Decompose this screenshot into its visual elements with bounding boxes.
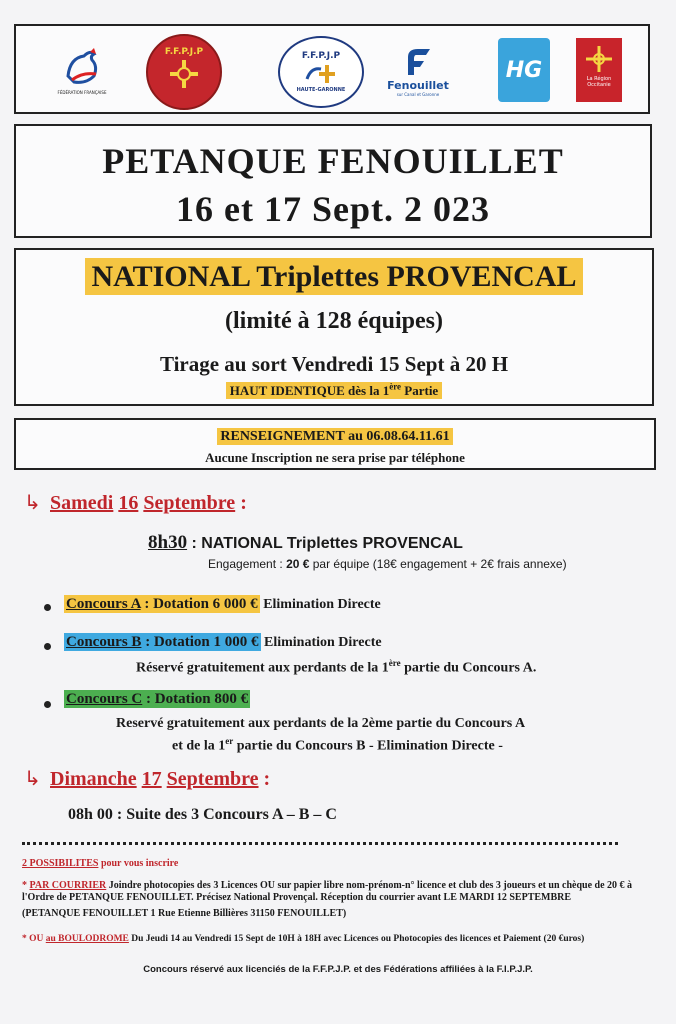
concours-a-line: Concours A : Dotation 6 000 € Elimination Directe — [66, 596, 381, 612]
region-occitanie-logo — [576, 38, 622, 102]
info-phone: 06.08.64.11.61 — [366, 429, 450, 444]
event-date: 16 et 17 Sept. 2 023 — [176, 189, 490, 229]
fenouillet-logo-name: Fenouillet — [387, 79, 449, 92]
sunday-heading: Dimanche 17 Septembre : — [50, 768, 271, 790]
saturday-event-line: 8h30 : NATIONAL Triplettes PROVENCAL — [148, 532, 463, 553]
address-line: (PETANQUE FENOUILLET 1 Rue Etienne Billières 31150 FENOUILLET) — [22, 908, 347, 919]
info-box — [14, 418, 656, 470]
concours-c-line: Concours C : Dotation 800 € — [66, 691, 249, 707]
concours-c-note-1: Reservé gratuitement aux perdants de la 2ème partie du Concours A — [116, 716, 526, 731]
concours-b-note: Réservé gratuitement aux perdants de la 1ère partie du Concours A. — [136, 658, 537, 676]
title-box — [14, 124, 652, 238]
dotted-separator — [22, 842, 618, 845]
bullet-icon — [44, 604, 51, 611]
event-name: NATIONAL Triplettes PROVENCAL — [85, 258, 582, 295]
page-title: PETANQUE FENOUILLET — [102, 141, 564, 181]
rooster-logo-caption: FÉDÉRATION FRANÇAISE — [57, 89, 107, 95]
possibilites-heading: 2 POSSIBILITES pour vous inscrire — [22, 858, 179, 869]
fenouillet-town-logo — [382, 36, 454, 106]
haute-garonne-logo — [498, 38, 550, 102]
hg-logo-letters: HG — [505, 57, 543, 83]
concours-b-line: Concours B : Dotation 1 000 € Elimination Directe — [66, 634, 382, 650]
ffpjp-haute-garonne-logo — [278, 36, 364, 108]
saturday-heading: Samedi 16 Septembre : — [50, 492, 247, 514]
ffpjp-red-logo — [146, 34, 222, 110]
fenouillet-f-icon — [400, 45, 436, 79]
boulodrome-label: au BOULODROME — [45, 934, 129, 944]
saturday-fee: Engagement : 20 € par équipe (18€ engagement + 2€ frais annexe) — [208, 557, 567, 571]
hg-cross-rooster-icon — [301, 61, 341, 87]
arrow-icon: ↳ — [24, 490, 41, 514]
concours-c-note-2: et de la 1er partie du Concours B - Elimination Directe - — [172, 736, 503, 754]
ffpjp-hg-top-text: F.F.P.J.P — [301, 51, 341, 61]
fenouillet-logo-sub: sur Canal et Garonne — [396, 92, 440, 97]
info-line: RENSEIGNEMENT au 06.08.64.11.61 — [16, 429, 654, 445]
bullet-icon — [44, 643, 51, 650]
courrier-label: PAR COURRIER — [29, 880, 107, 891]
ffpjp-red-ring-text: F.F.P.J.P — [164, 47, 204, 57]
sunday-line: 08h 00 : Suite des 3 Concours A – B – C — [68, 806, 337, 823]
rooster-icon — [60, 46, 104, 90]
boulodrome-line: * OU au BOULODROME Du Jeudi 14 au Vendredi 15 Sept de 10H à 18H avec Licences ou Photocopies des licences et Paiement (20 €uros) — [22, 934, 585, 944]
concours-b-label: Concours B — [66, 634, 142, 650]
event-draw: Tirage au sort Vendredi 15 Sept à 20 H — [159, 352, 509, 376]
info-note: Aucune Inscription ne sera prise par téléphone — [205, 450, 465, 465]
haut-identique-note: HAUT IDENTIQUE dès la 1ère Partie — [226, 382, 442, 399]
ffpjp-hg-bottom-text: HAUTE-GARONNE — [296, 87, 346, 93]
bullet-icon — [44, 701, 51, 708]
info-label: RENSEIGNEMENT — [220, 429, 345, 444]
occitanie-logo-label: La Région Occitanie — [586, 76, 612, 88]
logos-box — [14, 24, 650, 114]
occitanie-cross-icon — [582, 42, 616, 76]
occitan-cross-icon — [167, 57, 201, 91]
reserved-note: Concours réservé aux licenciés de la F.F.P.J.P. et des Fédérations affiliées à la F.I.P.J.P. — [143, 964, 533, 975]
federation-rooster-logo — [54, 38, 110, 102]
arrow-icon: ↳ — [24, 766, 41, 790]
concours-c-label: Concours C — [66, 691, 143, 707]
event-limit: (limité à 128 équipes) — [225, 308, 443, 334]
event-box — [14, 248, 654, 406]
courrier-paragraph: * PAR COURRIER Joindre photocopies des 3 Licences OU sur papier libre nom-prénom-n° licence et club des 3 joueurs et un chèque de 20 € à l'Ordre de PETANQUE FENOUILLET. Précisez National Provençal. Réception du courrier avant LE MARDI 12 SEPTEMBRE — [22, 880, 633, 903]
concours-a-label: Concours A — [66, 596, 141, 612]
